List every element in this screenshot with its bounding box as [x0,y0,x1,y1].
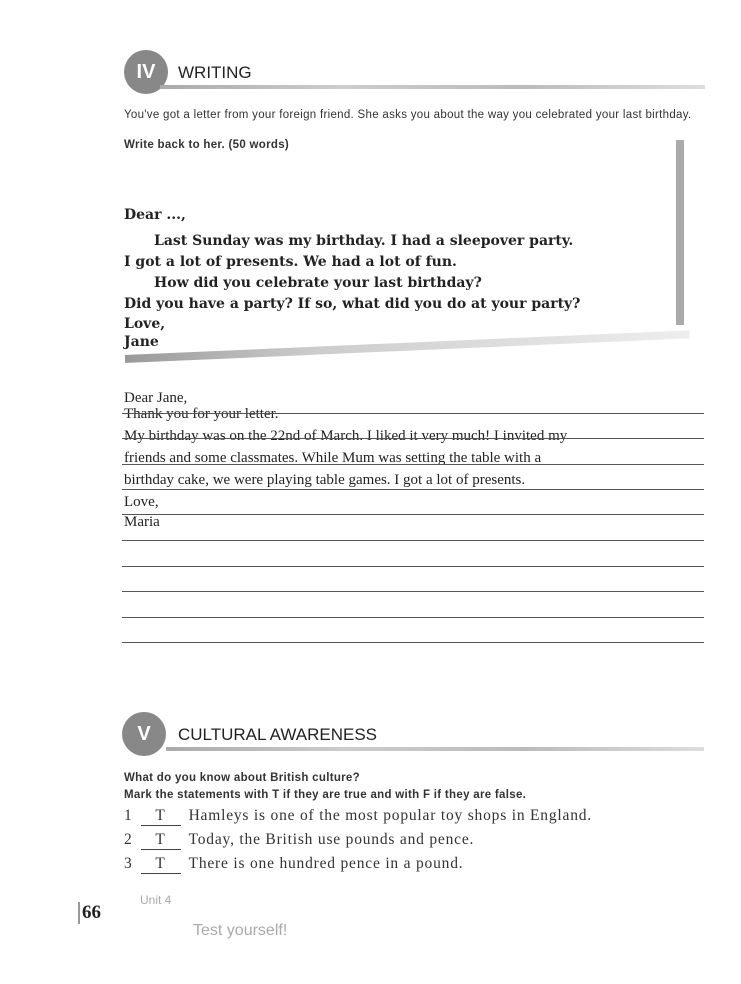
letter-frame [676,140,684,325]
statement-number: 1 [124,807,133,824]
answer-line: friends and some classmates. While Mum was setting the table with a [124,450,542,466]
statement-text: There is one hundred pence in a pound. [188,855,464,872]
writing-task: Write back to her. (50 words) [124,139,290,151]
writing-line [122,464,704,465]
writing-line [122,413,704,414]
writing-line [122,566,704,567]
writing-line [122,540,704,541]
letter-line: How did you celebrate your last birthday? [154,275,482,291]
answer-line: Love, [124,494,159,510]
letter-line: Last Sunday was my birthday. I had a sleepover party. [154,233,574,249]
letter-line: Love, [124,316,166,332]
answer-line: Maria [124,514,160,530]
statement-3 [124,855,463,874]
answer-blank[interactable]: T [141,855,181,874]
section-number-badge: V [122,712,166,756]
writing-line [122,617,704,618]
page-number: 66 [78,902,101,924]
letter-line: I got a lot of presents. We had a lot of fun. [124,254,457,270]
footer-unit: Unit 4 [140,893,172,907]
cultural-question: What do you know about British culture? [124,772,360,784]
cultural-task: Mark the statements with T if they are true and with F if they are false. [124,789,527,801]
section-rule [166,747,704,751]
writing-line [122,642,704,643]
letter-line: Dear ..., [124,207,186,223]
statement-text: Today, the British use pounds and pence. [188,831,475,848]
section-title: WRITING [178,63,252,82]
writing-line [122,489,704,490]
answer-line: birthday cake, we were playing table games. I got a lot of presents. [124,472,526,488]
writing-line [122,591,704,592]
letter-line: Did you have a party? If so, what did you do at your party? [124,296,581,312]
statement-2 [124,831,474,850]
answer-blank[interactable]: T [141,807,181,826]
writing-prompt: You've got a letter from your foreign friend. She asks you about the way you celebrated your last birthday. [124,109,692,121]
letter-line: Jane [124,334,159,350]
answer-blank[interactable]: T [141,831,181,850]
statement-number: 3 [124,855,133,872]
writing-line [122,438,704,439]
friend-letter [124,205,580,351]
statement-text: Hamleys is one of the most popular toy shops in England. [188,807,592,824]
section-rule [160,85,705,89]
statement-number: 2 [124,831,133,848]
section-title: CULTURAL AWARENESS [178,725,378,744]
answer-line: My birthday was on the 22nd of March. I liked it very much! I invited my [124,428,568,444]
statement-1 [124,807,592,826]
answer-line: Thank you for your letter. [124,406,279,422]
footer-section: Test yourself! [193,922,288,939]
section-number-badge: IV [124,50,168,94]
answer-line: Dear Jane, [124,390,188,406]
